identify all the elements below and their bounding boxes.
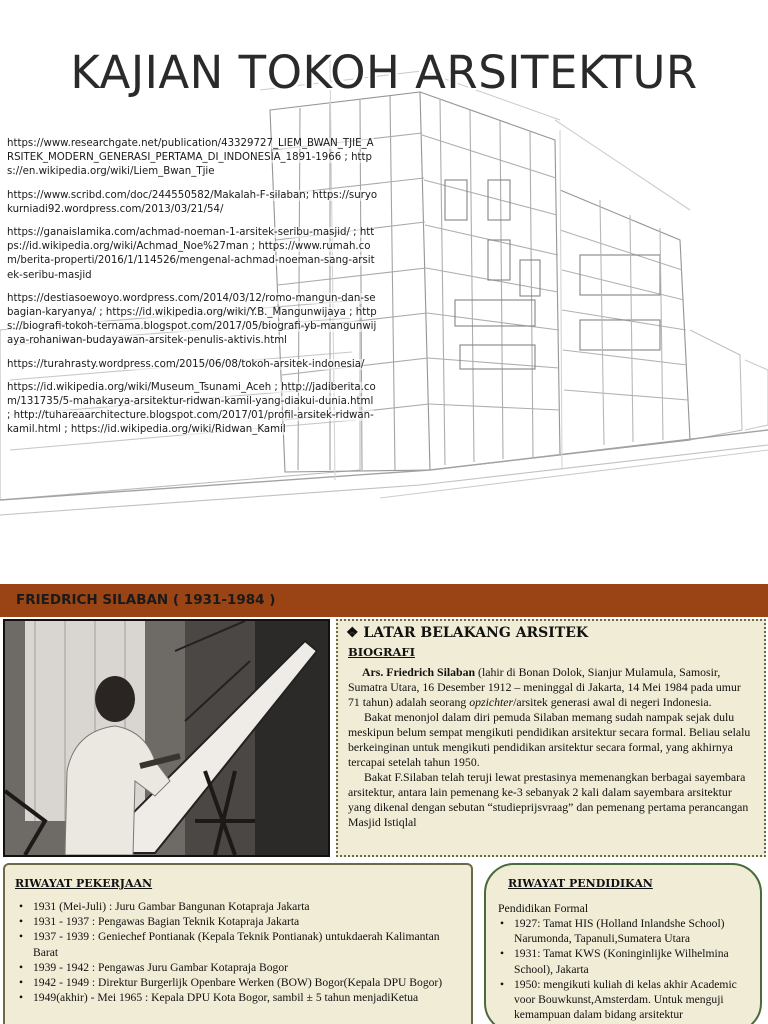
list-item: • 1950: mengikuti kuliah di kelas akhir Academic voor Bouwkunst,Amsterdam. Untuk menguji kemampuan dalam bidang arsitektur [498,977,756,1023]
education-history-title: RIWAYAT PENDIDIKAN [508,877,653,890]
biography-panel [336,619,766,857]
work-history-panel [3,863,473,1024]
list-item: • 1937 - 1939 : Geniechef Pontianak (Kepala Teknik Pontianak) untukdaerah Kalimantan Barat [15,929,465,959]
list-item: • 1942 - 1949 : Direktur Burgerlijk Openbare Werken (BOW) Bogor(Kepala DPU Bogor) [15,975,465,990]
architect-photo [3,619,330,857]
biography-text [348,665,753,830]
slide-title: KAJIAN TOKOH ARSITEKTUR [70,46,698,99]
work-history-title: RIWAYAT PEKERJAAN [15,877,153,890]
list-item: • 1931 - 1937 : Pengawas Bagian Teknik Kotapraja Jakarta [15,914,465,929]
list-item: • 1949(akhir) - Mei 1965 : Kepala DPU Kota Bogor, sambil ± 5 tahun menjadiKetua [15,990,465,1005]
reference-item[interactable]: https://turahrasty.wordpress.com/2015/06/08/tokoh-arsitek-indonesia/ [7,358,365,370]
education-history-panel [484,863,762,1024]
background-heading: ❖ LATAR BELAKANG ARSITEK [346,625,589,641]
list-item: • 1931 (Mei-Juli) : Juru Gambar Bangunan Kotapraja Jakarta [15,899,465,914]
page-gap [0,520,768,582]
work-history-list [15,899,465,1005]
architect-slide [0,582,768,1024]
education-subtitle: Pendidikan Formal [498,901,589,915]
education-list [498,916,756,1022]
biography-paragraph-1: Ars. Friedrich Silaban (lahir di Bonan Dolok, Sianjur Mulamula, Samosir, Sumatra Utara, 16 Desember 1912 – meninggal di Jakarta, 14 Mei 1984 pada umur 71 tahun) adalah seorang opzichter/arsitek generasi awal di negeri Indonesia. [348,665,741,709]
list-item: • 1927: Tamat HIS (Holland Inlandshe School) Narumonda, Tapanuli,Sumatera Utara [498,916,756,946]
list-item: • 1931: Tamat KWS (Koninginlijke Wilhelmina School), Jakarta [498,946,756,976]
reference-item[interactable]: https://ganaislamika.com/achmad-noeman-1-arsitek-seribu-masjid/ ; https://id.wikipedia.org/wiki/Achmad_Noe%27man ; https://www.rumah.com/berita-properti/2016/1/114526/mengenal-achmad-noeman-sang-arsitek-seribu-masjid [7,227,375,281]
architect-at-drafting-table-image [5,621,328,855]
reference-list [7,137,379,447]
biography-subheading: BIOGRAFI [348,645,415,659]
reference-item[interactable]: https://id.wikipedia.org/wiki/Museum_Tsunami_Aceh ; http://jadiberita.com/131735/5-mahakarya-arsitektur-ridwan-kamil-yang-diakui-dunia.html ; http://tuhareaarchitecture.blogspot.com/2017/01/profil-arsitek-ridwan-kamil.html ; https://id.wikipedia.org/wiki/Ridwan_Kamil [7,381,376,436]
architect-name-header: FRIEDRICH SILABAN ( 1931-1984 ) [16,592,276,608]
biography-paragraph-3: Bakat F.Silaban telah teruji lewat prestasinya memenangkan berbagai sayembara arsitektur, antara lain pemenang ke-3 sebanyak 2 kali dalam sayembara arsitektur yang dikenal dengan sebutan “studieprijsvraag” dan pemenang pertama perancangan Masjid Istiqlal [348,770,749,829]
list-item: • 1939 - 1942 : Pengawas Juru Gambar Kotapraja Bogor [15,960,465,975]
reference-item[interactable]: https://destiasoewoyo.wordpress.com/2014/03/12/romo-mangun-dan-sebagian-karyanya/ ; https://id.wikipedia.org/wiki/Y.B._Mangunwijaya ; https://biografi-tokoh-ternama.blogspot.com/2017/05/biografi-yb-mangunwijaya-rohaniwan-budayawan-arsitek-penulis-aktivis.html [7,292,377,347]
biography-paragraph-2: Bakat menonjol dalam diri pemuda Silaban memang sudah nampak sejak dulu meskipun belum sempat mengikuti pendidikan arsitektur secara formal. Beliau selalu berkeinginan untuk mengikuti pendidikan arsitektur secara formal, yang akhirnya tercapai setelah tahun 1950. [348,710,751,769]
reference-item[interactable]: https://www.scribd.com/doc/244550582/Makalah-F-silaban; https://suryokurniadi92.wordpress.com/2013/03/21/54/ [7,189,378,215]
reference-item[interactable]: https://www.researchgate.net/publication/43329727_LIEM_BWAN_TJIE_ARSITEK_MODERN_GENERASI_PERTAMA_DI_INDONESIA_1891-1966 ; https://en.wikipedia.org/wiki/Liem_Bwan_Tjie [7,138,374,178]
slide-header-bar [0,584,768,617]
